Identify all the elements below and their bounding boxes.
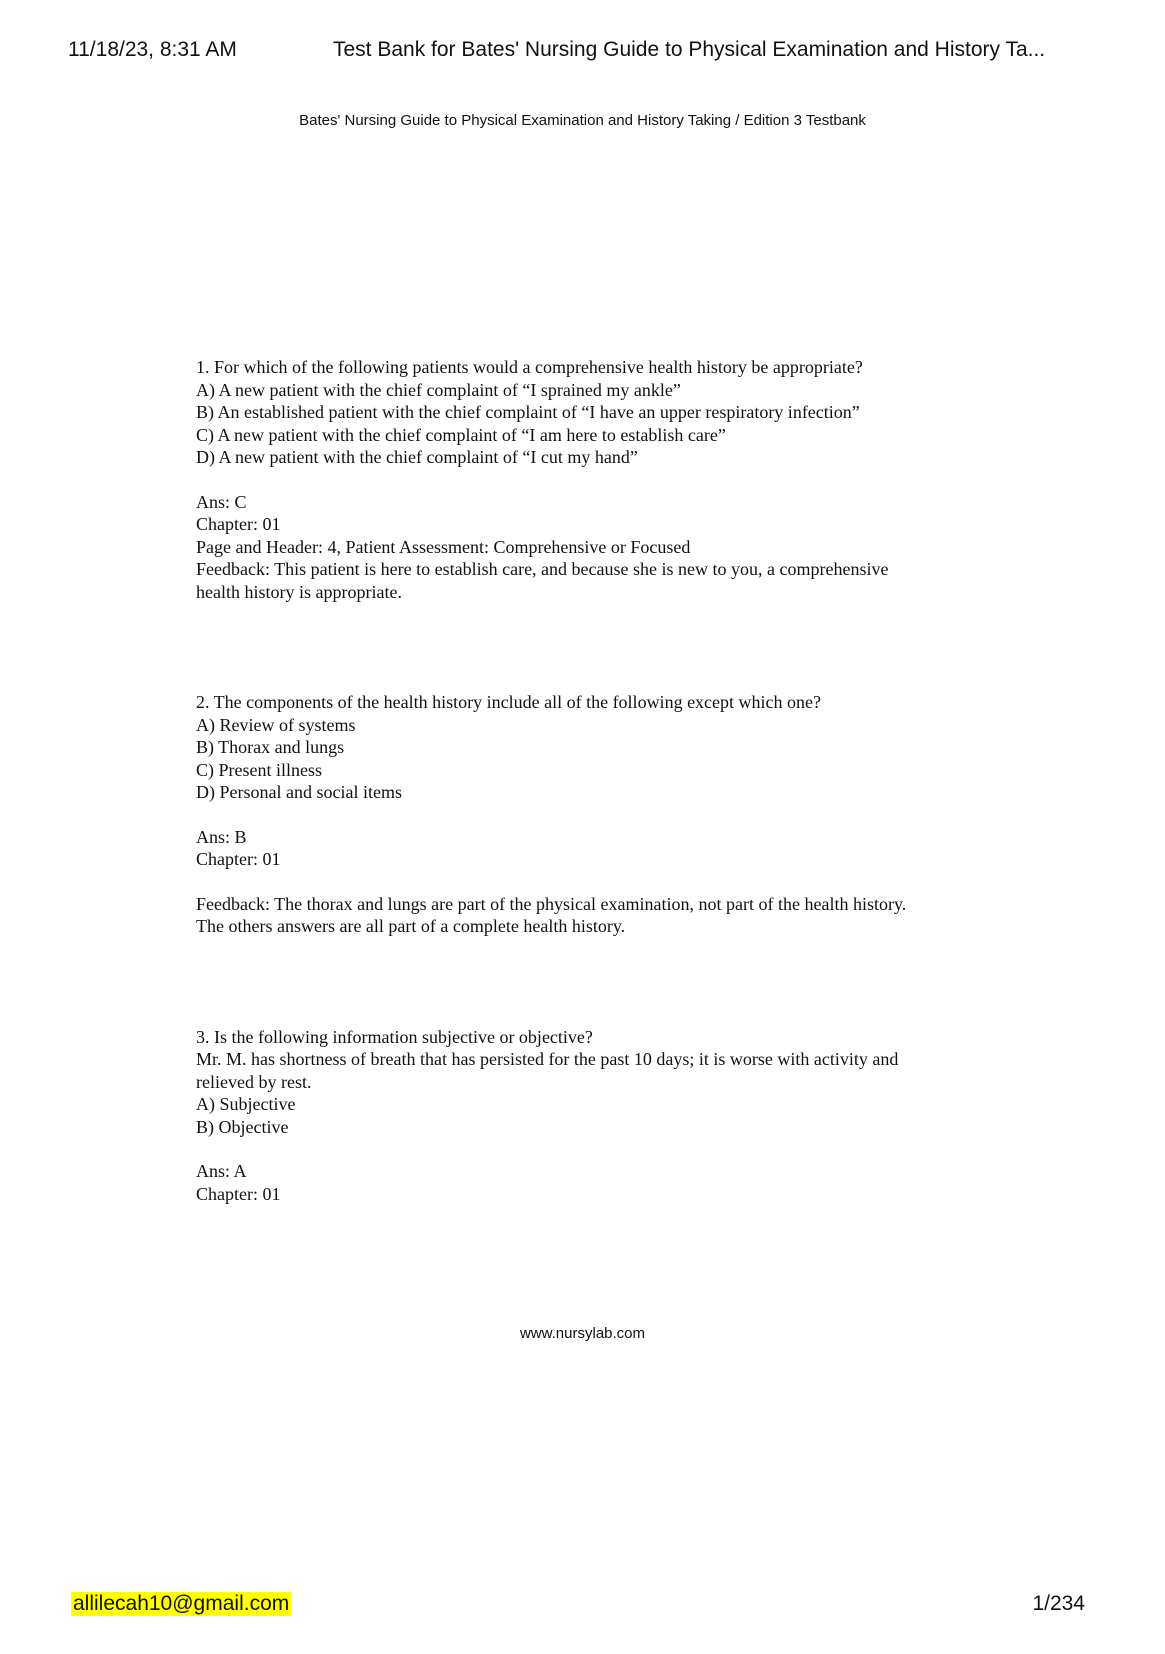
question-2 [196,691,996,938]
answer: Ans: B [196,826,247,847]
page-count: 1/234 [1032,1592,1085,1615]
document-header: Bates' Nursing Guide to Physical Examination and History Taking / Edition 3 Testbank [299,112,866,129]
chapter: Chapter: 01 [196,849,281,869]
feedback: Feedback: This patient is here to establish care, and because she is new to you, a comprehensive health history is appropriate. [196,559,889,602]
footer-website: www.nursylab.com [519,1325,646,1342]
print-datetime: 11/18/23, 8:31 AM [68,38,237,61]
question-stem: 1. For which of the following patients would a comprehensive health history be appropriate? [196,357,863,377]
question-detail: Mr. M. has shortness of breath that has persisted for the past 10 days; it is worse with activity and relieved by rest. [196,1049,899,1092]
question-stem: 3. Is the following information subjective or objective? [196,1026,593,1047]
chapter: Chapter: 01 [196,514,281,534]
answer: Ans: C [196,491,247,512]
print-header [68,38,1105,72]
question-list [196,356,996,1205]
question-1 [196,356,996,603]
option: A) Subjective [196,1094,296,1114]
chapter: Chapter: 01 [196,1183,281,1204]
user-email: allilecah10@gmail.com [73,1592,290,1615]
option: A) A new patient with the chief complaint of “I sprained my ankle” [196,379,681,400]
option: C) A new patient with the chief complaint of “I am here to establish care” [196,424,726,445]
option: D) Personal and social items [196,782,402,802]
print-title: Test Bank for Bates' Nursing Guide to Physical Examination and History Ta... [333,38,1046,61]
option: C) Present illness [196,759,322,780]
question-3 [196,1026,996,1206]
page-and-header: Page and Header: 4, Patient Assessment: Comprehensive or Focused [196,536,691,557]
feedback: Feedback: The thorax and lungs are part of the physical examination, not part of the health history. The others answers are all part of a complete health history. [196,893,907,936]
option: D) A new patient with the chief complaint of “I cut my hand” [196,447,638,467]
option: B) Thorax and lungs [196,737,345,757]
answer: Ans: A [196,1161,247,1181]
question-stem: 2. The components of the health history include all of the following except which one? [196,692,821,712]
option: B) Objective [196,1116,289,1137]
option: B) An established patient with the chief complaint of “I have an upper respiratory infection” [196,402,860,422]
option: A) Review of systems [196,714,356,735]
